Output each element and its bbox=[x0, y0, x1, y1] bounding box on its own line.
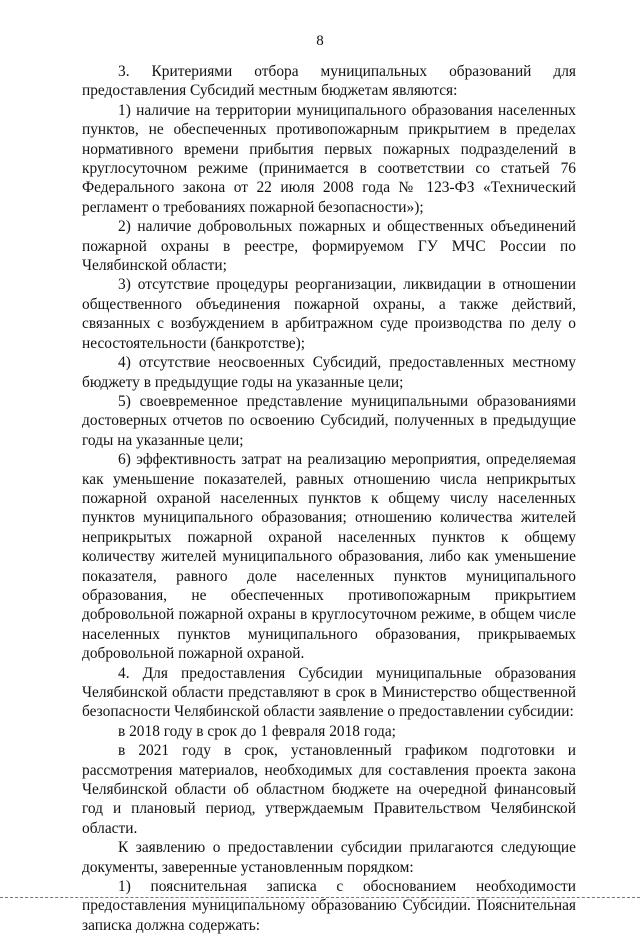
paragraph-criterion-5: 5) своевременное представление муниципальными образованиями достоверных отчетов по освоению Субсидий, полученных в предыдущие годы на указанные цели; bbox=[82, 392, 576, 449]
paragraph-attachments-intro: К заявлению о предоставлении субсидии прилагаются следующие документы, заверенные установленным порядком: bbox=[82, 839, 576, 876]
paragraph-criterion-3: 3) отсутствие процедуры реорганизации, ликвидации в отношении общественного объединения пожарной охраны, а также действий, связанных с возбуждением в арбитражном суде производства по делу о несостоятельности (банкротстве); bbox=[82, 276, 576, 352]
page-bottom-edge bbox=[0, 897, 640, 898]
paragraph-deadline-2021: в 2021 году в срок, установленный графиком подготовки и рассмотрения материалов, необходимых для составления проекта закона Челябинской области об областном бюджете на очередной финансовый год и плановый период, утверждаемым Правительством Челябинской области. bbox=[82, 742, 576, 837]
paragraph-criterion-4: 4) отсутствие неосвоенных Субсидий, предоставленных местному бюджету в предыдущие годы на указанные цели; bbox=[82, 354, 576, 391]
paragraph-criterion-6: 6) эффективность затрат на реализацию мероприятия, определяемая как уменьшение показателей, равных отношению числа неприкрытых пожарной охраной населенных пунктов к общему числу населенных пунктов муниципального образования; отношению количества жителей неприкрытых пожарной охраной населенных пунктов к общему количеству жителей муниципального образования, либо как уменьшение показателя, равного доле населенных пунктов муниципального образования, не обеспеченных противопожарным прикрытием добровольной пожарной охраны в круглосуточном режиме, в общем числе населенных пунктов муниципального образования, прикрываемых добровольной пожарной охраной. bbox=[82, 451, 576, 663]
paragraph-explanatory-note: 1) пояснительная записка с обоснованием необходимости предоставления муниципальному образованию Субсидии. Пояснительная записка должна содержать: bbox=[82, 878, 576, 934]
page-number: 8 bbox=[316, 33, 324, 49]
paragraph-application-intro: 4. Для предоставления Субсидии муниципальные образования Челябинской области представляют в срок в Министерство общественной безопасности Челябинской области заявление о предоставлении субсидии: bbox=[82, 664, 576, 721]
paragraph-deadline-2018: в 2018 году в срок до 1 февраля 2018 года; bbox=[118, 722, 396, 740]
paragraph-criteria-intro: 3. Критериями отбора муниципальных образований для предоставления Субсидий местным бюджетам являются: bbox=[82, 63, 576, 100]
document-body bbox=[82, 62, 576, 935]
paragraph-criterion-2: 2) наличие добровольных пожарных и общественных объединений пожарной охраны в реестре, формируемом ГУ МЧС России по Челябинской области; bbox=[82, 218, 576, 275]
paragraph-criterion-1: 1) наличие на территории муниципального образования населенных пунктов, не обеспеченных противопожарным прикрытием в пределах нормативного времени прибытия первых пожарных подразделений в круглосуточном режиме (принимается в соответствии со статьей 76 Федерального закона от 22 июля 2008 года № 123-ФЗ «Технический регламент о требованиях пожарной безопасности»); bbox=[82, 101, 576, 216]
